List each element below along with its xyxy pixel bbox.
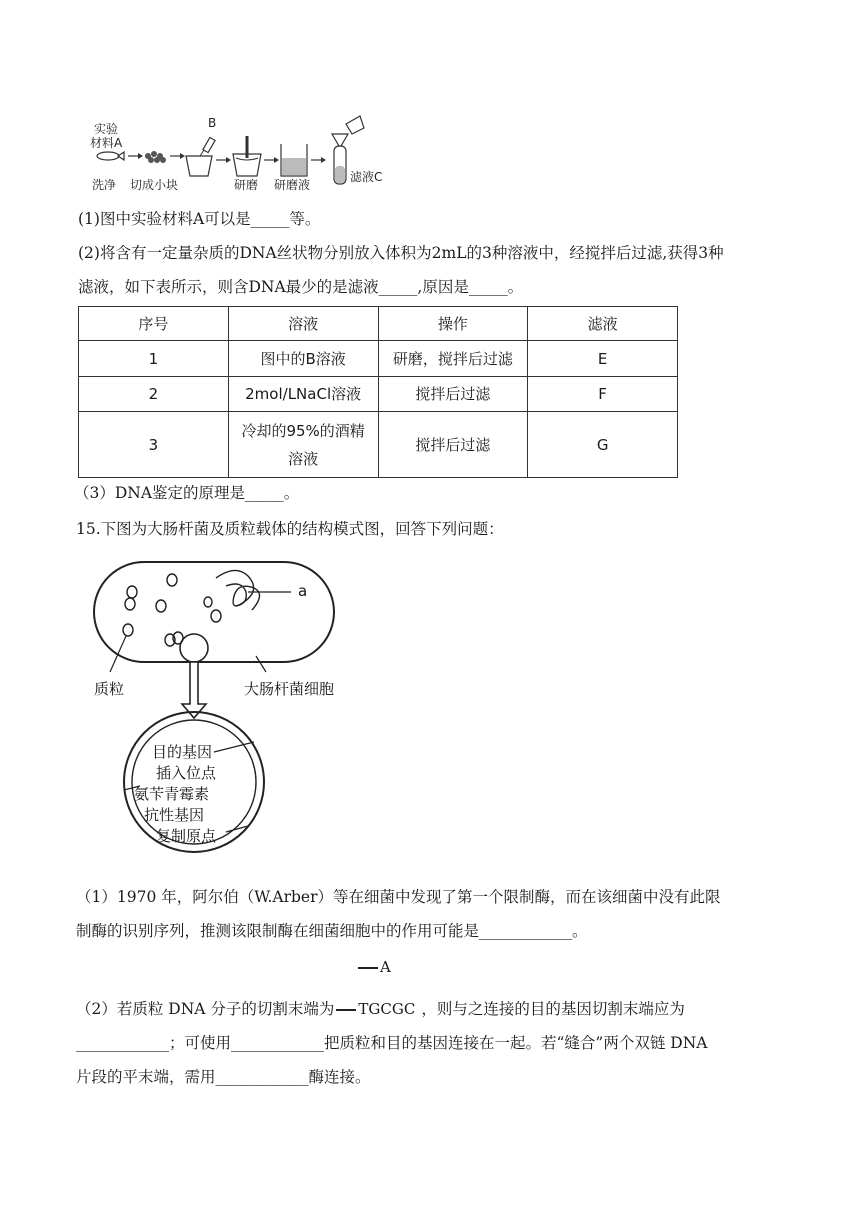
selected-plasmid-circle <box>180 634 208 662</box>
q14-part3: （3）DNA鉴定的原理是_____。 <box>74 484 300 502</box>
table-cell: 2mol/LNaCl溶液 <box>228 377 378 412</box>
small-pieces-icon <box>145 151 166 163</box>
table-cell-line: 冷却的95%的酒精 <box>241 421 365 440</box>
table-cell: 3 <box>79 412 229 478</box>
q14-part2-line2: 滤液，如下表所示，则含DNA最少的是滤液_____,原因是_____。 <box>78 278 524 296</box>
table-header-cell: 溶液 <box>228 307 378 341</box>
table-header-row <box>79 307 678 341</box>
table-cell: 搅拌后过滤 <box>378 377 528 412</box>
table-row <box>79 341 678 377</box>
mortar-with-reagent-b-icon <box>186 137 215 176</box>
q15-part2-pre-text: （2）若质粒 DNA 分子的切割末端为 <box>76 1000 335 1018</box>
flow-material-label-line1: 实验 <box>94 122 119 136</box>
table-cell-multiline <box>228 412 378 478</box>
label-a: a <box>298 582 308 600</box>
enlarge-arrow <box>182 662 206 718</box>
table-cell: E <box>528 341 678 377</box>
flow-step-filtrate: 滤液C <box>350 170 383 184</box>
sticky-end-bottom-bases: TGCGC <box>358 1000 416 1018</box>
ecoli-cell-outline <box>94 562 334 662</box>
sticky-end-top-strand <box>358 958 391 976</box>
q15-part1-line2: 制酶的识别序列，推测该限制酶在细菌细胞中的作用可能是____________。 <box>76 922 588 940</box>
table-cell: G <box>528 412 678 478</box>
table-cell: 图中的B溶液 <box>228 341 378 377</box>
flow-step-grind: 研磨 <box>234 178 259 192</box>
grinding-mortar-icon <box>233 136 261 176</box>
label-ecoli-cell: 大肠杆菌细胞 <box>244 680 335 698</box>
dna-extraction-flow-diagram <box>78 110 398 200</box>
label-replication-origin: 复制原点 <box>156 827 217 845</box>
sticky-end-top-base: A <box>380 958 391 976</box>
q15-part2-post-text: ，则与之连接的目的基因切割末端应为 <box>421 1000 685 1018</box>
flow-step-cut: 切成小块 <box>130 178 179 192</box>
table-header-cell: 操作 <box>378 307 528 341</box>
label-insert-site-line1: 目的基因 <box>152 743 213 761</box>
flow-reagent-b-label: B <box>208 116 217 130</box>
q15-part2-line1 <box>76 998 685 1020</box>
label-insert-site-line2: 插入位点 <box>156 764 217 782</box>
q15-part2-line3: 片段的平末端，需用____________酶连接。 <box>76 1068 371 1086</box>
table-cell: 1 <box>79 341 229 377</box>
material-a-icon <box>97 152 124 160</box>
q14-part1: (1)图中实验材料A可以是_____等。 <box>78 210 321 228</box>
table-cell-line: 溶液 <box>288 449 319 468</box>
label-plasmid: 质粒 <box>94 680 125 698</box>
table-row <box>79 377 678 412</box>
table-cell: 搅拌后过滤 <box>378 412 528 478</box>
table-row <box>79 412 678 478</box>
nucleoid-dna-icon <box>216 570 291 610</box>
sticky-end-bottom-strand <box>336 998 415 1020</box>
q15-part1-line1: （1）1970 年，阿尔伯（W.Arber）等在细菌中发现了第一个限制酶，而在该细菌中没有此限 <box>76 888 721 906</box>
flow-material-label-line2: 材料A <box>90 136 123 150</box>
table-header-cell: 滤液 <box>528 307 678 341</box>
table-cell: F <box>528 377 678 412</box>
table-cell: 研磨，搅拌后过滤 <box>378 341 528 377</box>
flow-step-wash: 洗净 <box>92 178 117 192</box>
beaker-icon <box>281 144 307 176</box>
q14-part2-line1: (2)将含有一定量杂质的DNA丝状物分别放入体积为2mL的3种溶液中，经搅拌后过滤,获得3种 <box>78 244 724 262</box>
small-plasmids <box>123 574 221 646</box>
ecoli-plasmid-diagram <box>86 556 366 856</box>
q15-stem: 15.下图为大肠杆菌及质粒载体的结构模式图，回答下列问题： <box>76 520 504 538</box>
table-header-cell: 序号 <box>79 307 229 341</box>
filtrate-table <box>78 306 678 478</box>
label-amp-resistance-line2: 抗性基因 <box>144 806 205 824</box>
ecoli-drawing <box>86 556 366 856</box>
table-cell: 2 <box>79 377 229 412</box>
q15-part2-line2: ____________；可使用____________把质粒和目的基因连接在一起。若“缝合”两个双链 DNA <box>76 1034 708 1052</box>
label-amp-resistance-line1: 氨苄青霉素 <box>134 785 210 803</box>
flow-step-liquid: 研磨液 <box>274 178 311 192</box>
